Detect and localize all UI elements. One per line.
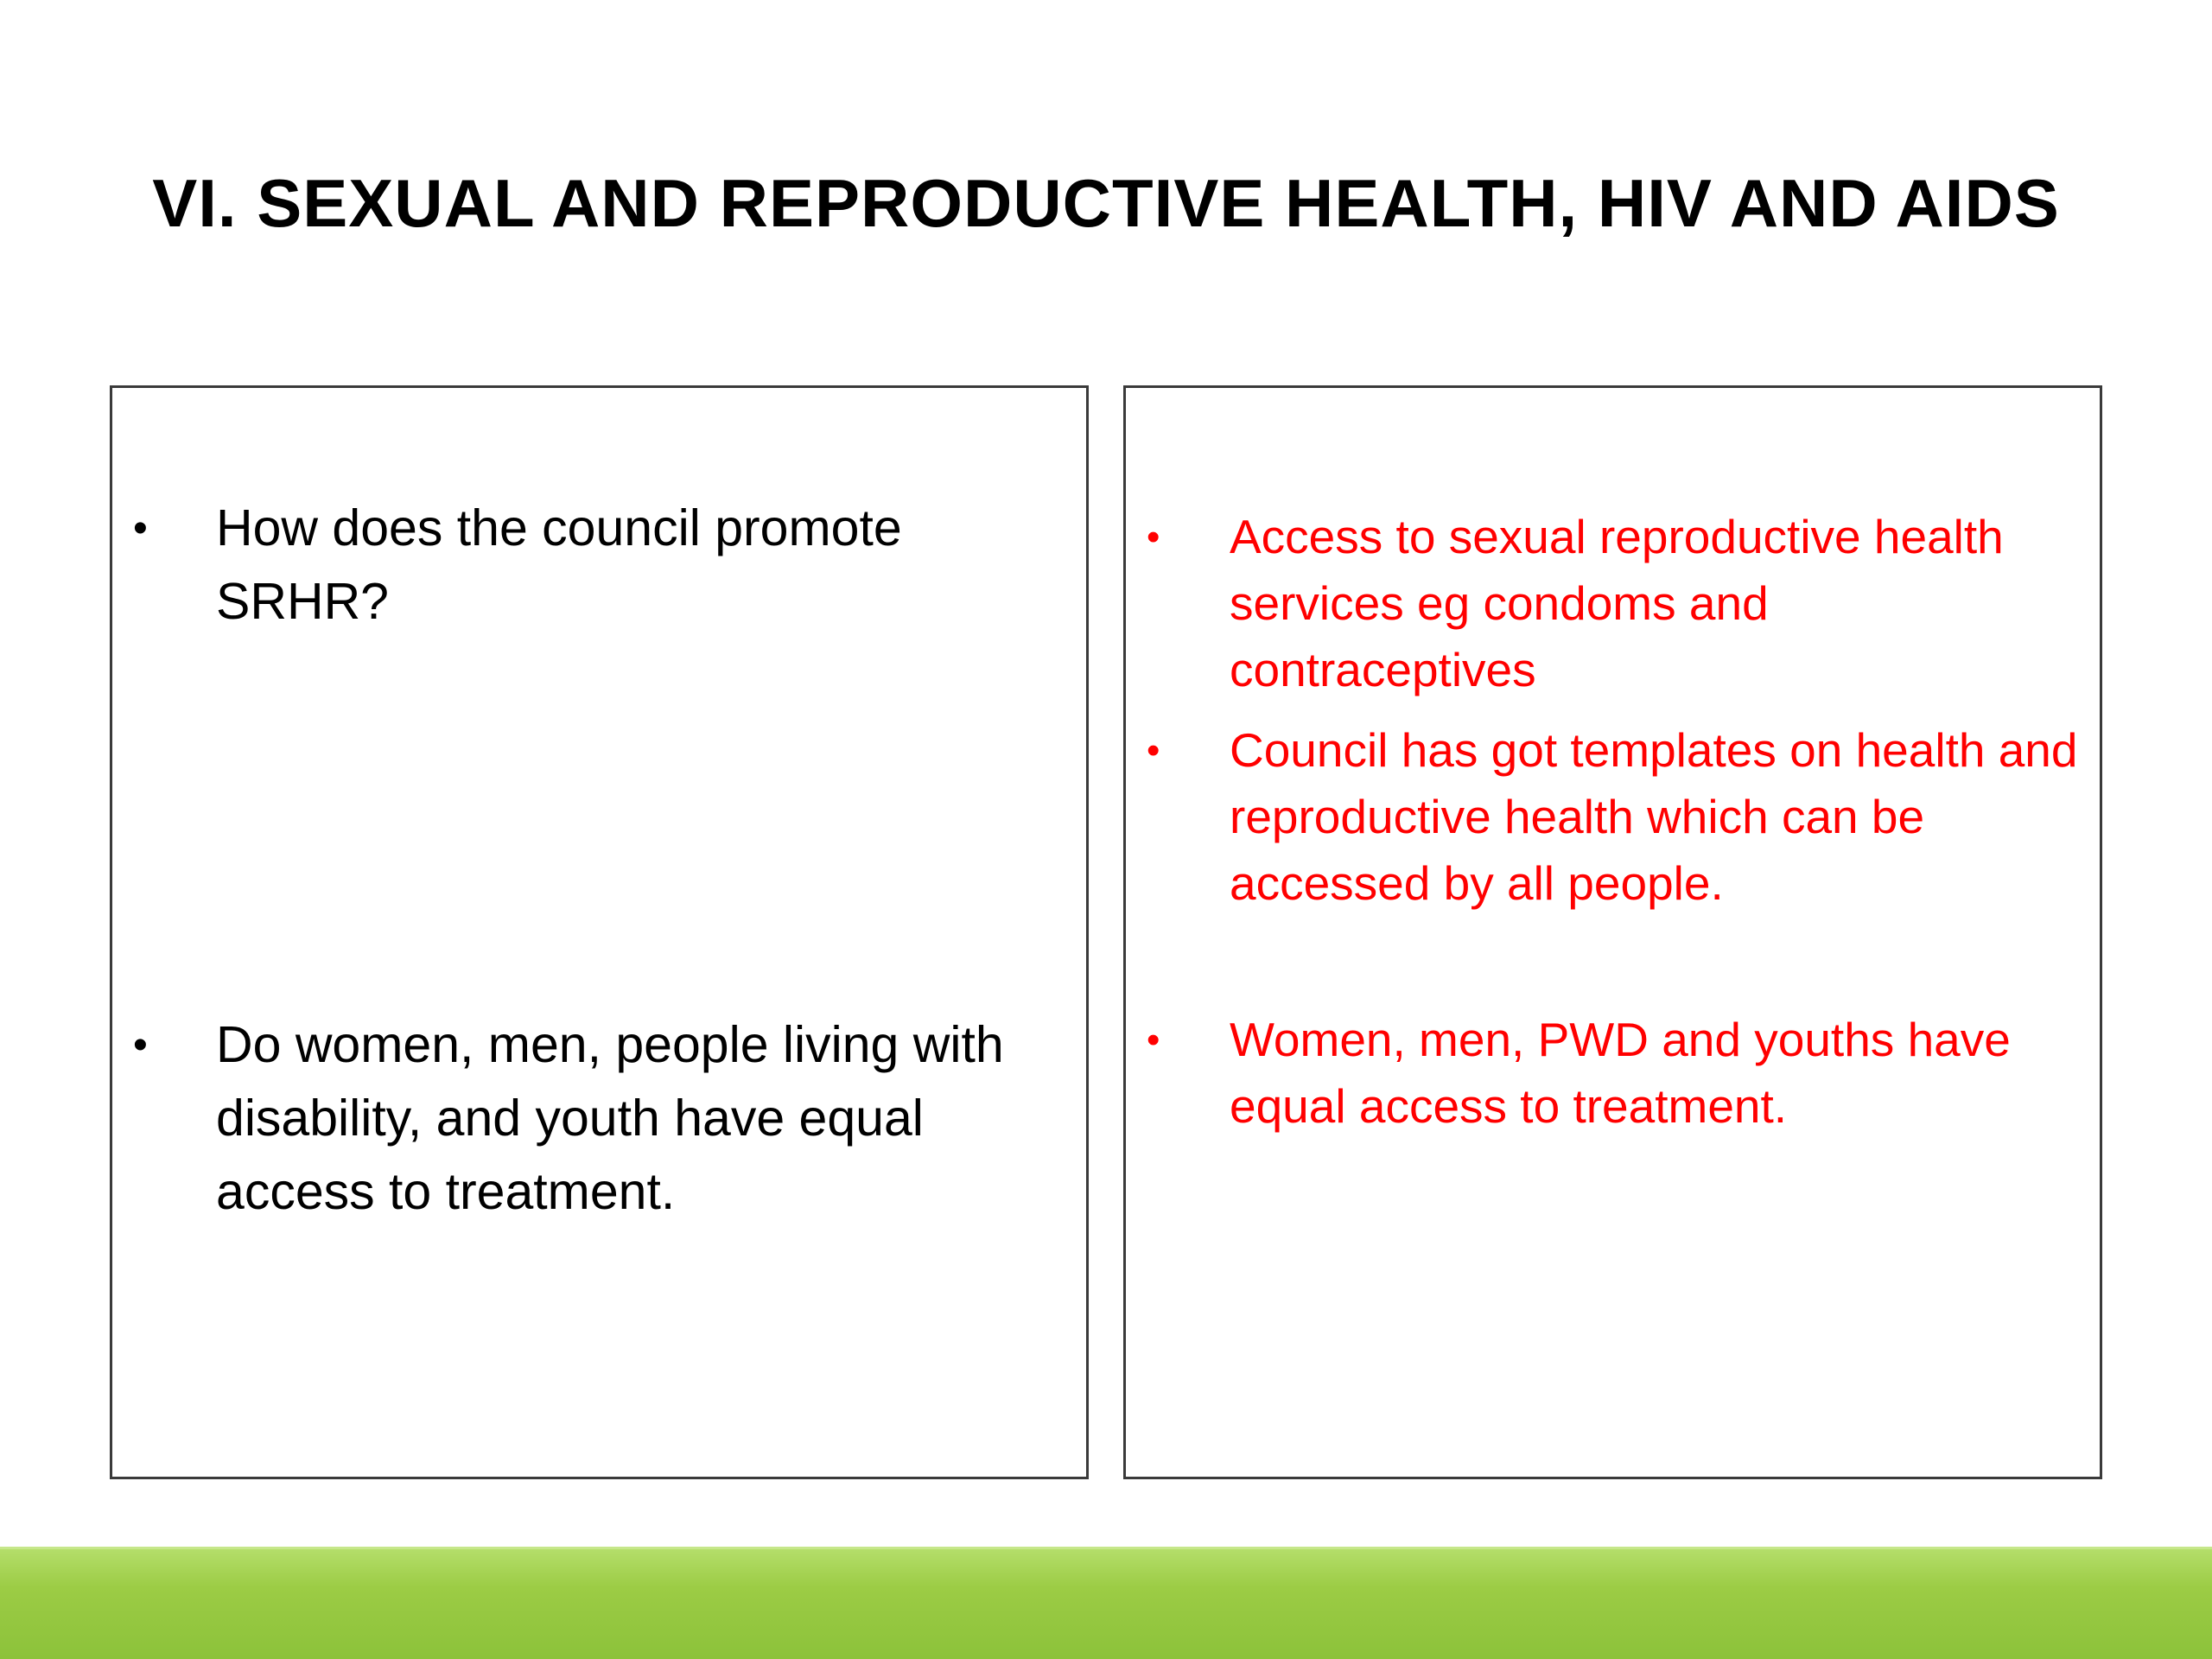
bullet-icon: • bbox=[133, 1022, 148, 1068]
bullet-icon: • bbox=[1147, 1019, 1160, 1061]
answer-text: Council has got templates on health and reproductive health which can be accessed by all people. bbox=[1230, 723, 2078, 910]
question-list-1 bbox=[112, 492, 1086, 639]
list-item bbox=[1126, 1007, 2100, 1140]
footer-bar bbox=[0, 1547, 2212, 1659]
bullet-icon: • bbox=[1147, 729, 1160, 772]
list-item bbox=[1126, 717, 2100, 917]
answer-list-1 bbox=[1126, 504, 2100, 931]
bullet-icon: • bbox=[1147, 516, 1160, 558]
slide-title: VI. SEXUAL AND REPRODUCTIVE HEALTH, HIV AND AIDS bbox=[152, 165, 2060, 241]
questions-panel bbox=[110, 385, 1089, 1479]
list-item bbox=[112, 492, 1086, 639]
answer-text: Access to sexual reproductive health services eg condoms and contraceptives bbox=[1230, 510, 2004, 696]
bullet-icon: • bbox=[133, 505, 148, 551]
question-list-2 bbox=[112, 1008, 1086, 1229]
answer-list-2 bbox=[1126, 1007, 2100, 1154]
list-item bbox=[112, 1008, 1086, 1229]
answer-text: Women, men, PWD and youths have equal access to treatment. bbox=[1230, 1013, 2011, 1133]
list-item bbox=[1126, 504, 2100, 703]
question-text: Do women, men, people living with disability, and youth have equal access to treatment. bbox=[216, 1016, 1004, 1220]
answers-panel bbox=[1123, 385, 2102, 1479]
question-text: How does the council promote SRHR? bbox=[216, 499, 902, 630]
